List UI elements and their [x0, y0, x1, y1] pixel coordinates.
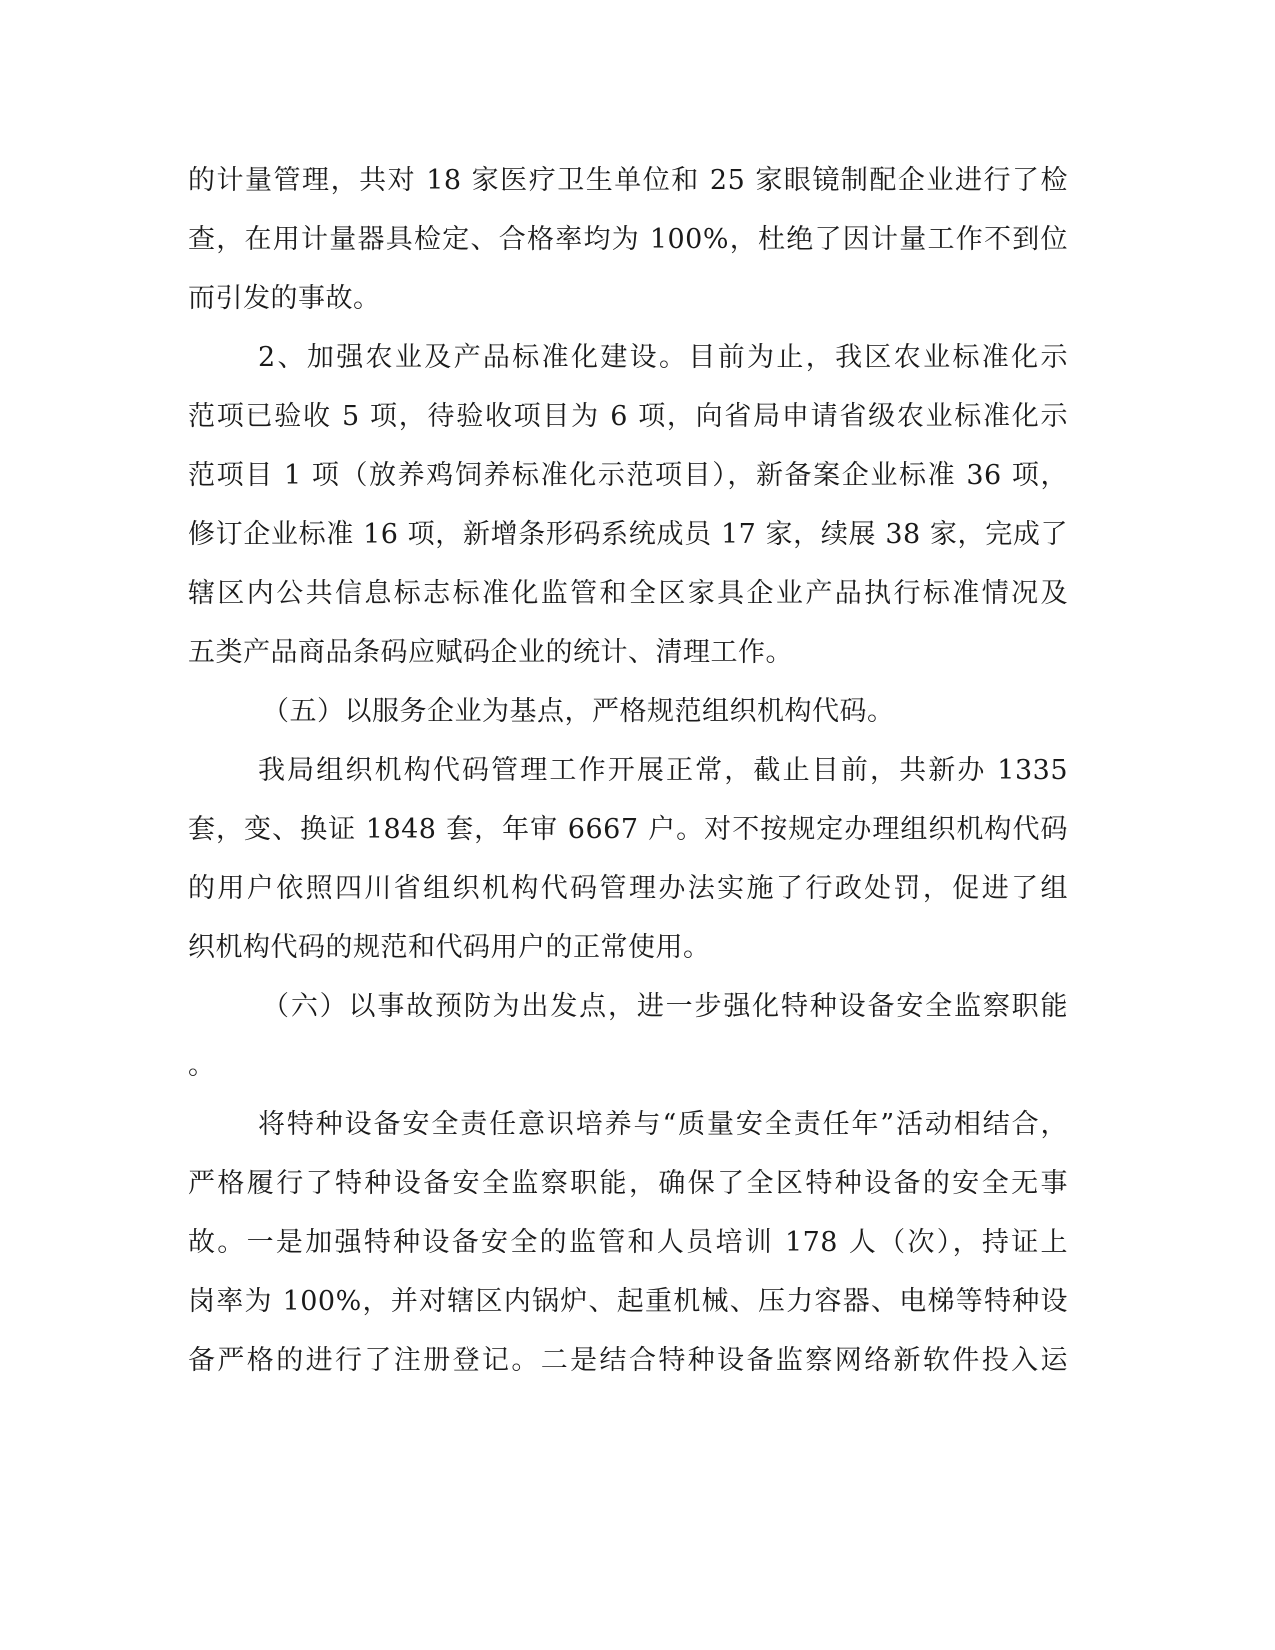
text-line: 辖区内公共信息标志标准化监管和全区家具企业产品执行标准情况及	[188, 578, 1068, 609]
text-line: 五类产品商品条码应赋码企业的统计、清理工作。	[188, 637, 793, 668]
text-line: 备严格的进行了注册登记。二是结合特种设备监察网络新软件投入运	[188, 1345, 1068, 1376]
text-line: 我局组织机构代码管理工作开展正常，截止目前，共新办 1335	[258, 755, 1068, 786]
section-heading: （五）以服务企业为基点，严格规范组织机构代码。	[262, 696, 895, 727]
text-line: 岗率为 100%，并对辖区内锅炉、起重机械、压力容器、电梯等特种设	[188, 1286, 1068, 1317]
text-line: 套，变、换证 1848 套，年审 6667 户。对不按规定办理组织机构代码	[188, 814, 1068, 845]
text-line: 的计量管理，共对 18 家医疗卫生单位和 25 家眼镜制配企业进行了检	[188, 165, 1068, 196]
text-line: 织机构代码的规范和代码用户的正常使用。	[188, 932, 711, 963]
text-line: 2、加强农业及产品标准化建设。目前为止，我区农业标准化示	[258, 342, 1068, 373]
text-line: 范项目 1 项（放养鸡饲养标准化示范项目），新备案企业标准 36 项，	[188, 460, 1068, 491]
text-line: 故。一是加强特种设备安全的监管和人员培训 178 人（次），持证上	[188, 1227, 1068, 1258]
text-line: 查，在用计量器具检定、合格率均为 100%，杜绝了因计量工作不到位	[188, 224, 1068, 255]
text-line: 的用户依照四川省组织机构代码管理办法实施了行政处罚，促进了组	[188, 873, 1068, 904]
text-line: 将特种设备安全责任意识培养与“质量安全责任年”活动相结合，	[258, 1109, 1068, 1140]
text-line: 修订企业标准 16 项，新增条形码系统成员 17 家，续展 38 家，完成了	[188, 519, 1068, 550]
text-line: 而引发的事故。	[188, 283, 381, 314]
text-line: 严格履行了特种设备安全监察职能，确保了全区特种设备的安全无事	[188, 1168, 1068, 1199]
text-line: 范项已验收 5 项，待验收项目为 6 项，向省局申请省级农业标准化示	[188, 401, 1068, 432]
section-heading: （六）以事故预防为出发点，进一步强化特种设备安全监察职能	[262, 991, 1068, 1022]
text-line: 。	[188, 1050, 216, 1081]
